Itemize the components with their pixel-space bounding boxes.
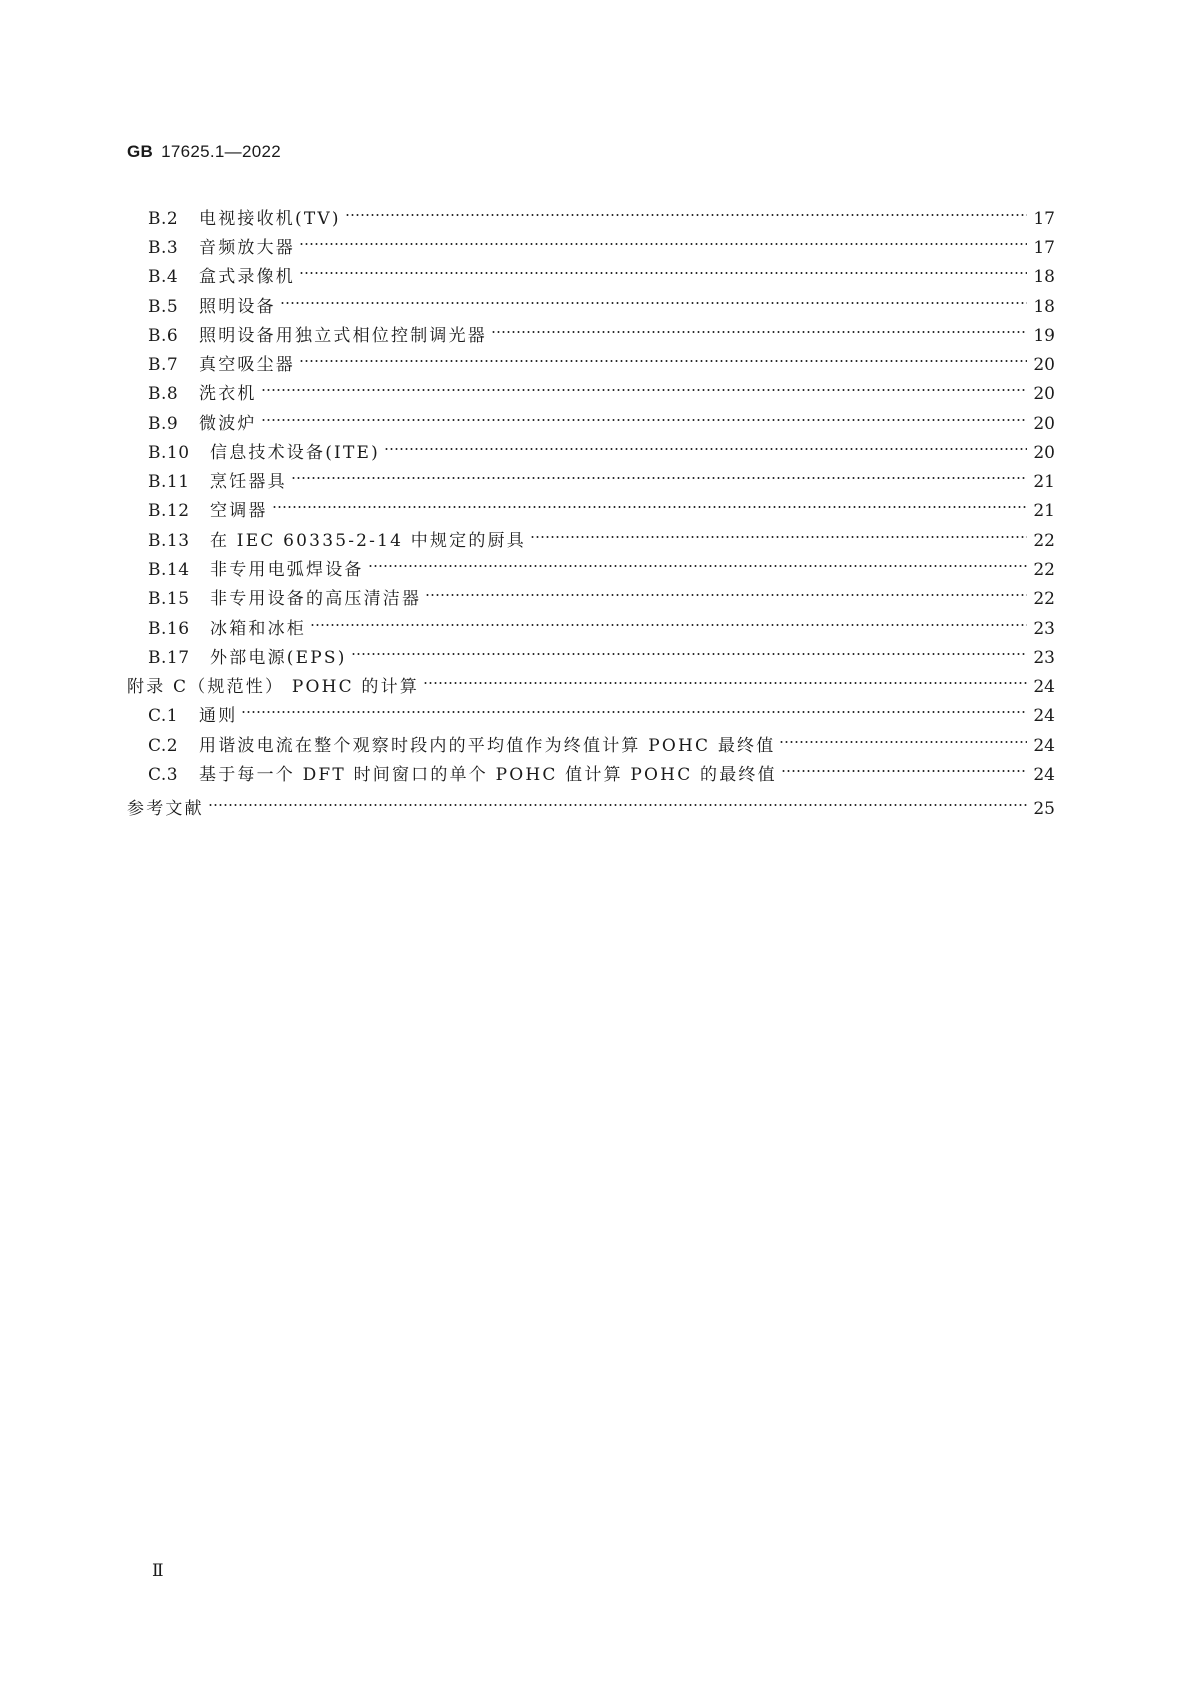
- toc-entry-page: 22: [1033, 589, 1055, 609]
- toc-entry-title: 在 IEC 60335-2-14 中规定的厨具: [210, 531, 526, 551]
- toc-entry-title: 通则: [199, 706, 238, 726]
- toc-entry-number: B.11: [148, 472, 190, 492]
- toc-entry-number: B.15: [148, 589, 190, 609]
- toc-entry-page: 24: [1033, 736, 1055, 756]
- toc-entry-title: 参考文献: [127, 799, 204, 819]
- toc-entry-page: 20: [1033, 443, 1055, 463]
- toc-dot-leader: [781, 752, 1027, 780]
- toc-entry-title: 基于每一个 DFT 时间窗口的单个 POHC 值计算 POHC 的最终值: [199, 765, 777, 785]
- standard-prefix: GB: [127, 142, 154, 161]
- toc-entry-title: 信息技术设备(ITE): [210, 443, 380, 463]
- toc-dot-leader: [299, 342, 1027, 370]
- toc-entry[interactable]: [127, 752, 1055, 785]
- toc-entry-number: B.9: [148, 414, 179, 434]
- toc-dot-leader: [310, 606, 1027, 634]
- toc-entry-page: 20: [1033, 384, 1055, 404]
- toc-dot-leader: [272, 488, 1027, 516]
- toc-entry-page: 18: [1033, 297, 1055, 317]
- toc-entry-page: 23: [1033, 648, 1055, 668]
- toc-entry-title: 洗衣机: [199, 384, 257, 404]
- toc-entry-page: 22: [1033, 531, 1055, 551]
- toc-dot-leader: [241, 693, 1027, 721]
- toc-entry-number: B.10: [148, 443, 190, 463]
- toc-entry-number: C.2: [148, 736, 179, 756]
- toc-dot-leader: [779, 723, 1027, 751]
- toc-entry[interactable]: [127, 430, 1055, 463]
- toc-dot-leader: [491, 313, 1027, 341]
- toc-entry-title: 用谐波电流在整个观察时段内的平均值作为终值计算 POHC 最终值: [199, 736, 776, 756]
- toc-entry-page: 17: [1033, 209, 1055, 229]
- toc-entry-title: 烹饪器具: [210, 472, 287, 492]
- toc-entry-page: 22: [1033, 560, 1055, 580]
- toc-entry[interactable]: [127, 196, 1055, 229]
- document-header: [127, 142, 281, 162]
- toc-entry[interactable]: [127, 693, 1055, 726]
- toc-dot-leader: [345, 196, 1027, 224]
- toc-entry-number: B.8: [148, 384, 179, 404]
- toc-entry[interactable]: [127, 313, 1055, 346]
- toc-entry[interactable]: [127, 576, 1055, 609]
- toc-entry-page: 18: [1033, 267, 1055, 287]
- toc-entry[interactable]: [127, 606, 1055, 639]
- toc-entry[interactable]: [127, 225, 1055, 258]
- toc-entry-title: 空调器: [210, 501, 268, 521]
- toc-entry-title: 真空吸尘器: [199, 355, 295, 375]
- toc-entry[interactable]: [127, 371, 1055, 404]
- toc-entry-number: B.2: [148, 209, 179, 229]
- toc-entry-page: 24: [1033, 677, 1055, 697]
- toc-dot-leader: [280, 284, 1027, 312]
- toc-entry-title: 外部电源(EPS): [210, 648, 347, 668]
- toc-entry[interactable]: [127, 401, 1055, 434]
- toc-dot-leader: [261, 401, 1027, 429]
- toc-dot-leader: [368, 547, 1027, 575]
- toc-entry-page: 24: [1033, 706, 1055, 726]
- toc-dot-leader: [299, 254, 1027, 282]
- toc-entry-page: 23: [1033, 619, 1055, 639]
- toc-entry-title: 电视接收机(TV): [199, 209, 341, 229]
- toc-entry-page: 20: [1033, 355, 1055, 375]
- standard-number: 17625.1—2022: [161, 142, 281, 161]
- toc-entry-title: 照明设备: [199, 297, 276, 317]
- toc-dot-leader: [425, 576, 1027, 604]
- toc-entry-title: 微波炉: [199, 414, 257, 434]
- toc-entry[interactable]: [127, 254, 1055, 287]
- page-number: Ⅱ: [152, 1561, 164, 1580]
- toc-entry[interactable]: [127, 518, 1055, 551]
- toc-entry[interactable]: [127, 342, 1055, 375]
- toc-dot-leader: [299, 225, 1027, 253]
- toc-entry-page: 20: [1033, 414, 1055, 434]
- toc-entry-number: B.17: [148, 648, 190, 668]
- toc-entry-title: 冰箱和冰柜: [210, 619, 306, 639]
- toc-entry[interactable]: [127, 547, 1055, 580]
- toc-entry[interactable]: [127, 488, 1055, 521]
- toc-entry-number: C.3: [148, 765, 179, 785]
- toc-entry-page: 21: [1033, 472, 1055, 492]
- toc-entry[interactable]: [127, 284, 1055, 317]
- toc-entry-title: 照明设备用独立式相位控制调光器: [199, 326, 487, 346]
- toc-entry-title: 音频放大器: [199, 238, 295, 258]
- toc-entry-page: 25: [1033, 799, 1055, 819]
- toc-dot-leader: [291, 459, 1027, 487]
- toc-entry-number: B.16: [148, 619, 190, 639]
- toc-dot-leader: [261, 371, 1027, 399]
- toc-entry-number: B.3: [148, 238, 179, 258]
- toc-dot-leader: [423, 664, 1027, 692]
- toc-entry[interactable]: [127, 459, 1055, 492]
- toc-entry-title: 非专用电弧焊设备: [210, 560, 364, 580]
- toc-dot-leader: [530, 518, 1027, 546]
- toc-entry-page: 21: [1033, 501, 1055, 521]
- toc-entry-number: B.7: [148, 355, 179, 375]
- toc-dot-leader: [384, 430, 1027, 458]
- toc-entry[interactable]: [127, 635, 1055, 668]
- toc-dot-leader: [351, 635, 1027, 663]
- toc-entry-number: C.1: [148, 706, 179, 726]
- toc-entry-title: 附录 C（规范性） POHC 的计算: [127, 677, 420, 697]
- toc-entry-page: 17: [1033, 238, 1055, 258]
- toc-entry-number: B.5: [148, 297, 179, 317]
- toc-entry[interactable]: [127, 664, 1055, 697]
- toc-entry-number: B.12: [148, 501, 190, 521]
- toc-entry-page: 19: [1033, 326, 1055, 346]
- toc-entry-title: 非专用设备的高压清洁器: [210, 589, 422, 609]
- toc-entry-number: B.6: [148, 326, 179, 346]
- toc-entry-number: B.4: [148, 267, 179, 287]
- toc-entry-number: B.13: [148, 531, 190, 551]
- toc-dot-leader: [208, 786, 1027, 814]
- toc-entry-page: 24: [1033, 765, 1055, 785]
- toc-entry-number: B.14: [148, 560, 190, 580]
- toc-entry[interactable]: [127, 723, 1055, 756]
- toc-entry[interactable]: [127, 786, 1055, 819]
- toc-entry-title: 盒式录像机: [199, 267, 295, 287]
